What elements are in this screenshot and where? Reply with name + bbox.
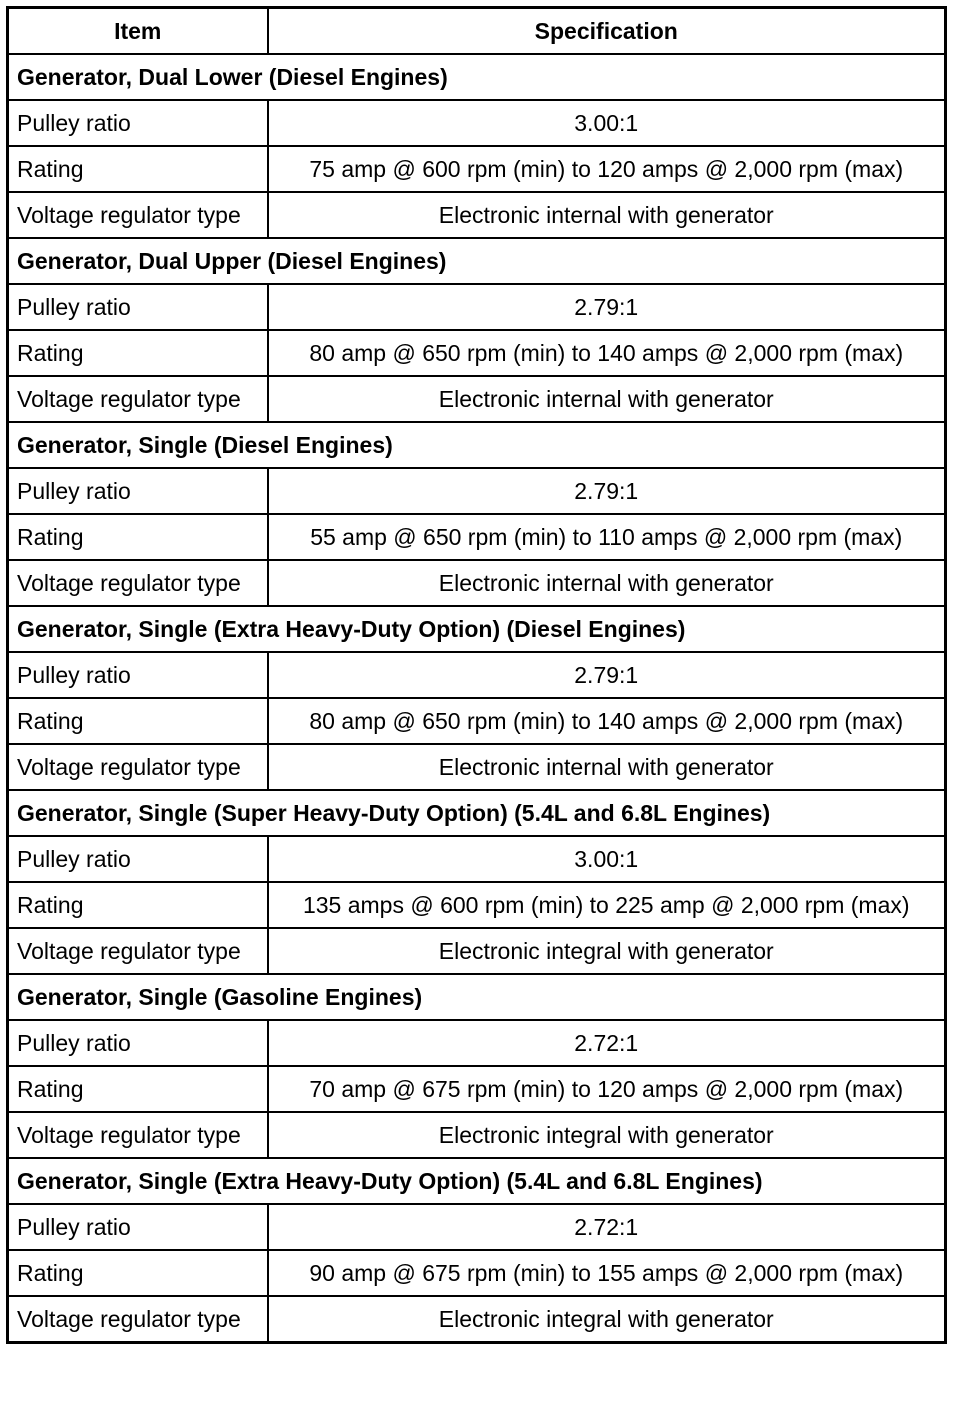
specification-cell: Electronic internal with generator	[268, 192, 946, 238]
specification-cell: Electronic integral with generator	[268, 1112, 946, 1158]
item-cell: Rating	[8, 146, 268, 192]
specification-cell: Electronic integral with generator	[268, 1296, 946, 1343]
item-cell: Pulley ratio	[8, 652, 268, 698]
section-row	[8, 790, 946, 836]
table-row	[8, 1066, 946, 1112]
item-cell: Voltage regulator type	[8, 1112, 268, 1158]
item-cell: Rating	[8, 514, 268, 560]
specification-cell: 2.72:1	[268, 1204, 946, 1250]
table-row	[8, 514, 946, 560]
table-row	[8, 560, 946, 606]
specification-cell: 2.72:1	[268, 1020, 946, 1066]
table-row	[8, 284, 946, 330]
specification-cell: Electronic internal with generator	[268, 744, 946, 790]
specification-table	[6, 6, 947, 1344]
specification-cell: Electronic integral with generator	[268, 928, 946, 974]
specification-cell: 75 amp @ 600 rpm (min) to 120 amps @ 2,000 rpm (max)	[268, 146, 946, 192]
item-cell: Rating	[8, 1066, 268, 1112]
section-row	[8, 606, 946, 652]
section-title: Generator, Single (Diesel Engines)	[8, 422, 946, 468]
table-row	[8, 744, 946, 790]
specification-cell: Electronic internal with generator	[268, 376, 946, 422]
table-header-row	[8, 8, 946, 55]
item-cell: Pulley ratio	[8, 1204, 268, 1250]
item-cell: Pulley ratio	[8, 100, 268, 146]
table-row	[8, 100, 946, 146]
specification-cell: 80 amp @ 650 rpm (min) to 140 amps @ 2,000 rpm (max)	[268, 698, 946, 744]
item-cell: Voltage regulator type	[8, 560, 268, 606]
specification-cell: 80 amp @ 650 rpm (min) to 140 amps @ 2,000 rpm (max)	[268, 330, 946, 376]
column-header-item: Item	[8, 8, 268, 55]
specification-cell: 90 amp @ 675 rpm (min) to 155 amps @ 2,000 rpm (max)	[268, 1250, 946, 1296]
item-cell: Pulley ratio	[8, 284, 268, 330]
item-cell: Rating	[8, 330, 268, 376]
table-row	[8, 836, 946, 882]
item-cell: Rating	[8, 1250, 268, 1296]
table-row	[8, 882, 946, 928]
section-title: Generator, Dual Lower (Diesel Engines)	[8, 54, 946, 100]
specification-cell: Electronic internal with generator	[268, 560, 946, 606]
section-row	[8, 974, 946, 1020]
item-cell: Rating	[8, 698, 268, 744]
item-cell: Rating	[8, 882, 268, 928]
table-row	[8, 1250, 946, 1296]
section-title: Generator, Single (Extra Heavy-Duty Option) (Diesel Engines)	[8, 606, 946, 652]
item-cell: Voltage regulator type	[8, 744, 268, 790]
table-row	[8, 468, 946, 514]
section-title: Generator, Single (Extra Heavy-Duty Option) (5.4L and 6.8L Engines)	[8, 1158, 946, 1204]
section-row	[8, 238, 946, 284]
specification-cell: 135 amps @ 600 rpm (min) to 225 amp @ 2,000 rpm (max)	[268, 882, 946, 928]
section-title: Generator, Single (Super Heavy-Duty Option) (5.4L and 6.8L Engines)	[8, 790, 946, 836]
section-row	[8, 1158, 946, 1204]
item-cell: Voltage regulator type	[8, 1296, 268, 1343]
item-cell: Pulley ratio	[8, 1020, 268, 1066]
table-row	[8, 330, 946, 376]
table-row	[8, 376, 946, 422]
table-row	[8, 1112, 946, 1158]
specification-cell: 2.79:1	[268, 468, 946, 514]
specification-cell: 70 amp @ 675 rpm (min) to 120 amps @ 2,000 rpm (max)	[268, 1066, 946, 1112]
table-row	[8, 1204, 946, 1250]
column-header-specification: Specification	[268, 8, 946, 55]
item-cell: Pulley ratio	[8, 836, 268, 882]
section-row	[8, 422, 946, 468]
item-cell: Voltage regulator type	[8, 192, 268, 238]
table-row	[8, 652, 946, 698]
table-row	[8, 1296, 946, 1343]
item-cell: Voltage regulator type	[8, 928, 268, 974]
section-title: Generator, Dual Upper (Diesel Engines)	[8, 238, 946, 284]
specification-cell: 3.00:1	[268, 100, 946, 146]
item-cell: Pulley ratio	[8, 468, 268, 514]
section-row	[8, 54, 946, 100]
section-title: Generator, Single (Gasoline Engines)	[8, 974, 946, 1020]
specification-cell: 2.79:1	[268, 652, 946, 698]
specification-cell: 55 amp @ 650 rpm (min) to 110 amps @ 2,000 rpm (max)	[268, 514, 946, 560]
table-row	[8, 146, 946, 192]
specification-cell: 2.79:1	[268, 284, 946, 330]
table-row	[8, 1020, 946, 1066]
table-body	[8, 54, 946, 1343]
specification-cell: 3.00:1	[268, 836, 946, 882]
table-row	[8, 192, 946, 238]
item-cell: Voltage regulator type	[8, 376, 268, 422]
table-row	[8, 928, 946, 974]
table-row	[8, 698, 946, 744]
